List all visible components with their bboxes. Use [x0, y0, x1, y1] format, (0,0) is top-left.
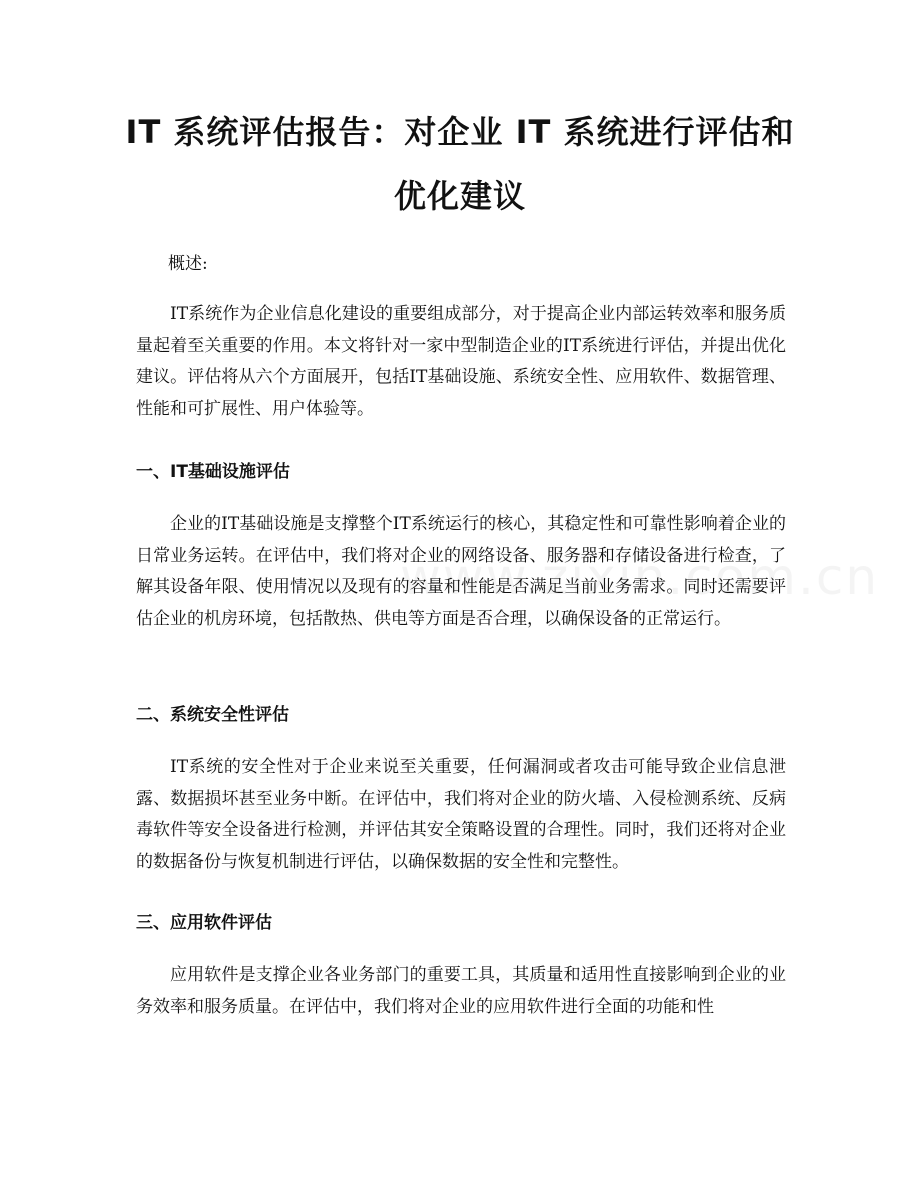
section-heading-infrastructure: 一、IT基础设施评估	[136, 462, 290, 482]
section-body-software: 应用软件是支撑企业各业务部门的重要工具，其质量和适用性直接影响到企业的业务效率和服务质量。在评估中，我们将对企业的应用软件进行全面的功能和性	[136, 965, 786, 1017]
section-heading-security: 二、系统安全性评估	[136, 705, 289, 725]
overview-label: 概述:	[168, 254, 208, 274]
section-heading-software: 三、应用软件评估	[136, 913, 272, 933]
section-body-infrastructure: 企业的IT基础设施是支撑整个IT系统运行的核心，其稳定性和可靠性影响着企业的日常业务运转。在评估中，我们将对企业的网络设备、服务器和存储设备进行检查，了解其设备年限、使用情况以及现有的容量和性能是否满足当前业务需求。同时还需要评估企业的机房环境，包括散热、供电等方面是否合理，以确保设备的正常运行。	[136, 514, 786, 629]
document-title: IT 系统评估报告：对企业 IT 系统进行评估和优化建议	[125, 113, 795, 215]
section-body-security: IT系统的安全性对于企业来说至关重要，任何漏洞或者攻击可能导致企业信息泄露、数据损坏甚至业务中断。在评估中，我们将对企业的防火墙、入侵检测系统、反病毒软件等安全设备进行检测，并评估其安全策略设置的合理性。同时，我们还将对企业的数据备份与恢复机制进行评估，以确保数据的安全性和完整性。	[136, 757, 786, 872]
intro-paragraph: IT系统作为企业信息化建设的重要组成部分，对于提高企业内部运转效率和服务质量起着至关重要的作用。本文将针对一家中型制造企业的IT系统进行评估，并提出优化建议。评估将从六个方面展开，包括IT基础设施、系统安全性、应用软件、数据管理、性能和可扩展性、用户体验等。	[136, 304, 786, 419]
